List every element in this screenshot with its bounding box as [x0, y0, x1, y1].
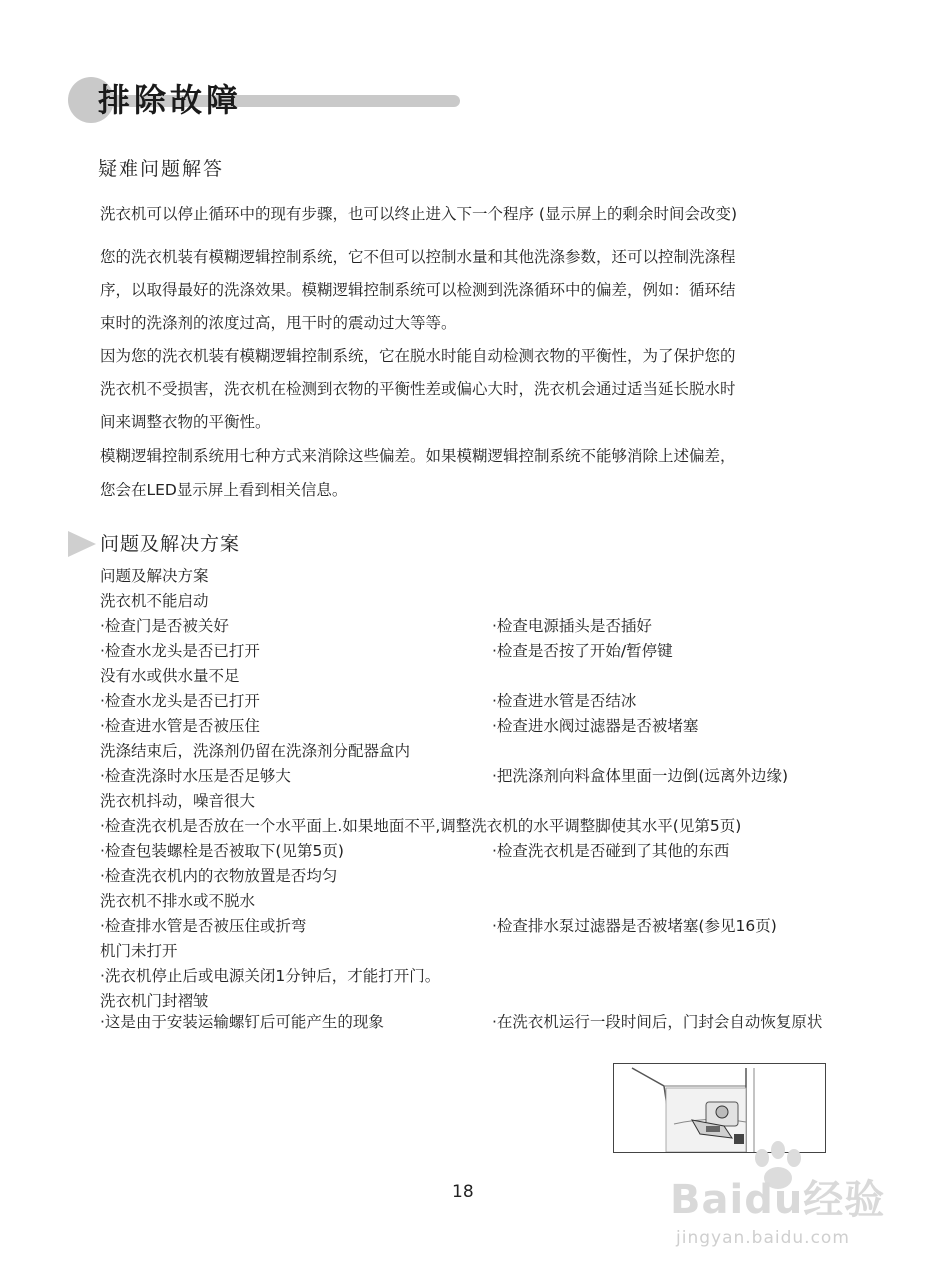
list-item: ·检查洗涤时水压是否足够大 [100, 767, 291, 785]
list-item: 洗衣机不能启动 [100, 592, 209, 610]
intro-line: 间来调整衣物的平衡性。 [100, 413, 271, 431]
list-item: ·检查门是否被关好 [100, 617, 229, 635]
intro-line: 您的洗衣机装有模糊逻辑控制系统，它不但可以控制水量和其他洗涤参数，还可以控制洗涤程 [100, 248, 736, 266]
watermark-url: jingyan.baidu.com [676, 1228, 850, 1248]
list-item: ·检查电源插头是否插好 [492, 617, 652, 635]
intro-line: 洗衣机不受损害，洗衣机在检测到衣物的平衡性差或偏心大时，洗衣机会通过适当延长脱水时 [100, 380, 736, 398]
list-item: ·在洗衣机运行一段时间后，门封会自动恢复原状 [492, 1013, 823, 1031]
list-item: ·检查进水阀过滤器是否被堵塞 [492, 717, 699, 735]
list-item: 没有水或供水量不足 [100, 667, 240, 685]
list-item: ·检查包装螺栓是否被取下(见第5页) [100, 842, 344, 860]
washer-base-drawing [614, 1064, 825, 1152]
intro-line: 模糊逻辑控制系统用七种方式来消除这些偏差。如果模糊逻辑控制系统不能够消除上述偏差， [100, 447, 736, 465]
list-item: ·检查洗衣机是否放在一个水平面上.如果地面不平,调整洗衣机的水平调整脚使其水平(见第5页) [100, 817, 742, 835]
page-title: 排除故障 [98, 81, 243, 119]
list-item: 洗涤结束后，洗涤剂仍留在洗涤剂分配器盒内 [100, 742, 411, 760]
list-item: 机门未打开 [100, 942, 178, 960]
page-subtitle: 疑难问题解答 [98, 158, 225, 180]
intro-line: 洗衣机可以停止循环中的现有步骤，也可以终止进入下一个程序 (显示屏上的剩余时间会改变) [100, 205, 738, 223]
list-item: 洗衣机门封褶皱 [100, 992, 209, 1010]
list-item: ·检查进水管是否结冰 [492, 692, 637, 710]
intro-line: 因为您的洗衣机装有模糊逻辑控制系统，它在脱水时能自动检测衣物的平衡性，为了保护您的 [100, 347, 736, 365]
list-item: ·这是由于安装运输螺钉后可能产生的现象 [100, 1013, 384, 1031]
list-item: ·检查进水管是否被压住 [100, 717, 260, 735]
list-item: 洗衣机不排水或不脱水 [100, 892, 256, 910]
list-item: 问题及解决方案 [100, 567, 209, 585]
list-item: ·洗衣机停止后或电源关闭1分钟后，才能打开门。 [100, 967, 441, 985]
list-item: ·检查洗衣机是否碰到了其他的东西 [492, 842, 730, 860]
baidu-watermark [670, 1140, 910, 1270]
list-item: ·把洗涤剂向料盒体里面一边倒(远离外边缘) [492, 767, 789, 785]
page-number: 18 [452, 1182, 474, 1202]
intro-line: 序，以取得最好的洗涤效果。模糊逻辑控制系统可以检测到洗涤循环中的偏差，例如：循环结 [100, 281, 736, 299]
section-arrow-icon [68, 531, 96, 557]
list-item: ·检查排水管是否被压住或折弯 [100, 917, 307, 935]
list-item: ·检查水龙头是否已打开 [100, 642, 260, 660]
intro-line: 您会在LED显示屏上看到相关信息。 [100, 481, 348, 499]
list-item: ·检查洗衣机内的衣物放置是否均匀 [100, 867, 338, 885]
list-item: ·检查水龙头是否已打开 [100, 692, 260, 710]
list-item: ·检查是否按了开始/暂停键 [492, 642, 673, 660]
watermark-brand: Baidu经验 [670, 1177, 886, 1223]
section-title: 问题及解决方案 [100, 533, 241, 555]
list-item: ·检查排水泵过滤器是否被堵塞(参见16页) [492, 917, 777, 935]
intro-line: 束时的洗涤剂的浓度过高，甩干时的震动过大等等。 [100, 314, 457, 332]
list-item: 洗衣机抖动，噪音很大 [100, 792, 256, 810]
